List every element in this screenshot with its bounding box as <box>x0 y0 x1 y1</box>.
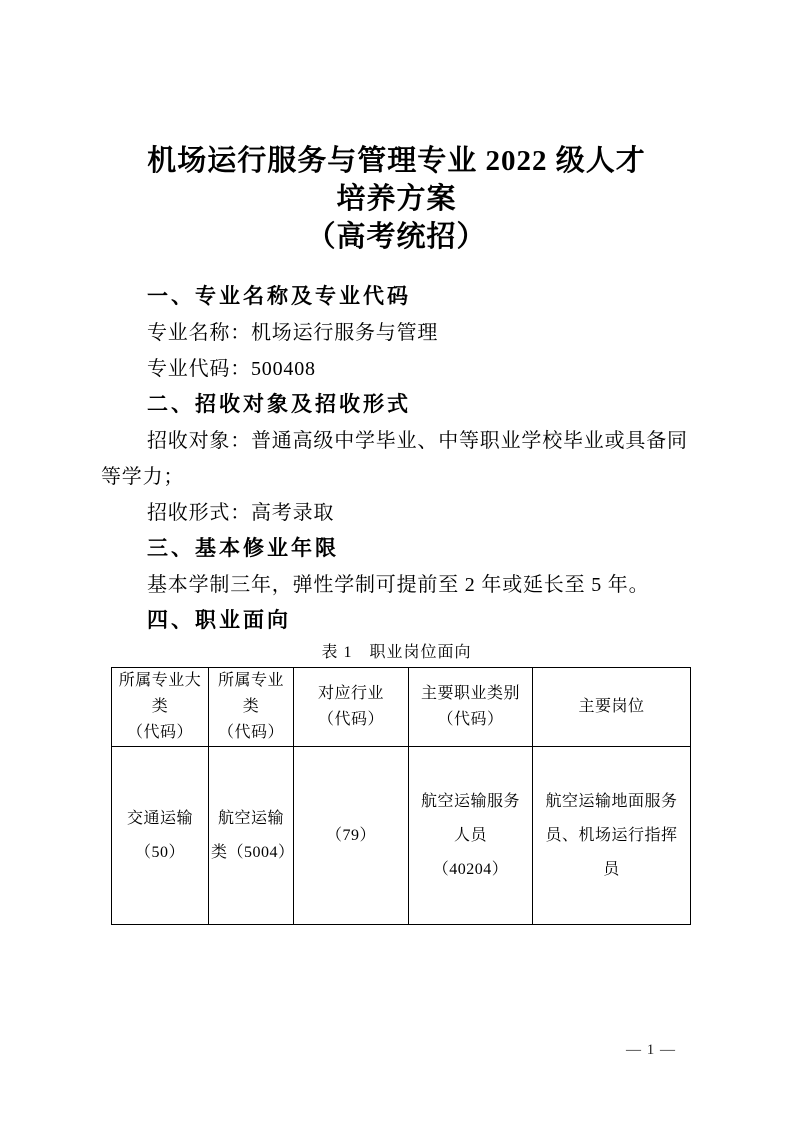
section-2-paragraph-2: 招收形式：高考录取 <box>147 502 335 524</box>
section-1-heading: 一、专业名称及专业代码 <box>147 285 411 308</box>
section-2-heading: 二、招收对象及招收形式 <box>147 393 411 416</box>
title-line-1: 机场运行服务与管理专业 2022 级人才 <box>147 145 646 177</box>
page-number: — 1 — <box>626 1042 676 1058</box>
cell-occupation-category: 航空运输服务 人员 （40204） <box>409 747 533 925</box>
section-3-heading: 三、基本修业年限 <box>147 537 339 560</box>
section-4 <box>101 603 692 639</box>
cell-industry: （79） <box>294 747 409 925</box>
section-1 <box>101 279 692 387</box>
section-2-paragraph-1: 招收对象：普通高级中学毕业、中等职业学校毕业或具备同等学力； <box>101 430 688 488</box>
title-line-3: （高考统招） <box>306 221 487 253</box>
cell-major-class: 航空运输 类（5004） <box>209 747 294 925</box>
section-1-paragraph-2: 专业代码：500408 <box>147 358 316 380</box>
table-header-major-class: 所属专业类 （代码） <box>209 668 294 747</box>
table-header-row <box>112 668 691 747</box>
table-row <box>112 747 691 925</box>
document-body <box>101 279 692 925</box>
cell-main-posts: 航空运输地面服务 员、机场运行指挥 员 <box>533 747 691 925</box>
job-orientation-table <box>111 667 691 925</box>
section-1-paragraph-1: 专业名称：机场运行服务与管理 <box>147 322 439 344</box>
cell-major-category: 交通运输 （50） <box>112 747 209 925</box>
document-title <box>101 142 692 256</box>
table-header-industry: 对应行业 （代码） <box>294 668 409 747</box>
table-header-major-category: 所属专业大类 （代码） <box>112 668 209 747</box>
section-4-heading: 四、职业面向 <box>147 609 291 632</box>
section-2 <box>101 387 692 531</box>
table-header-main-posts: 主要岗位 <box>533 668 691 747</box>
section-3-paragraph-1: 基本学制三年，弹性学制可提前至 2 年或延长至 5 年。 <box>147 574 650 596</box>
table-caption: 表 1 职业岗位面向 <box>321 644 472 661</box>
section-3 <box>101 531 692 603</box>
table-body <box>112 747 691 925</box>
page-content <box>101 142 692 925</box>
table-header-occupation-category: 主要职业类别 （代码） <box>409 668 533 747</box>
title-line-2: 培养方案 <box>336 183 457 215</box>
